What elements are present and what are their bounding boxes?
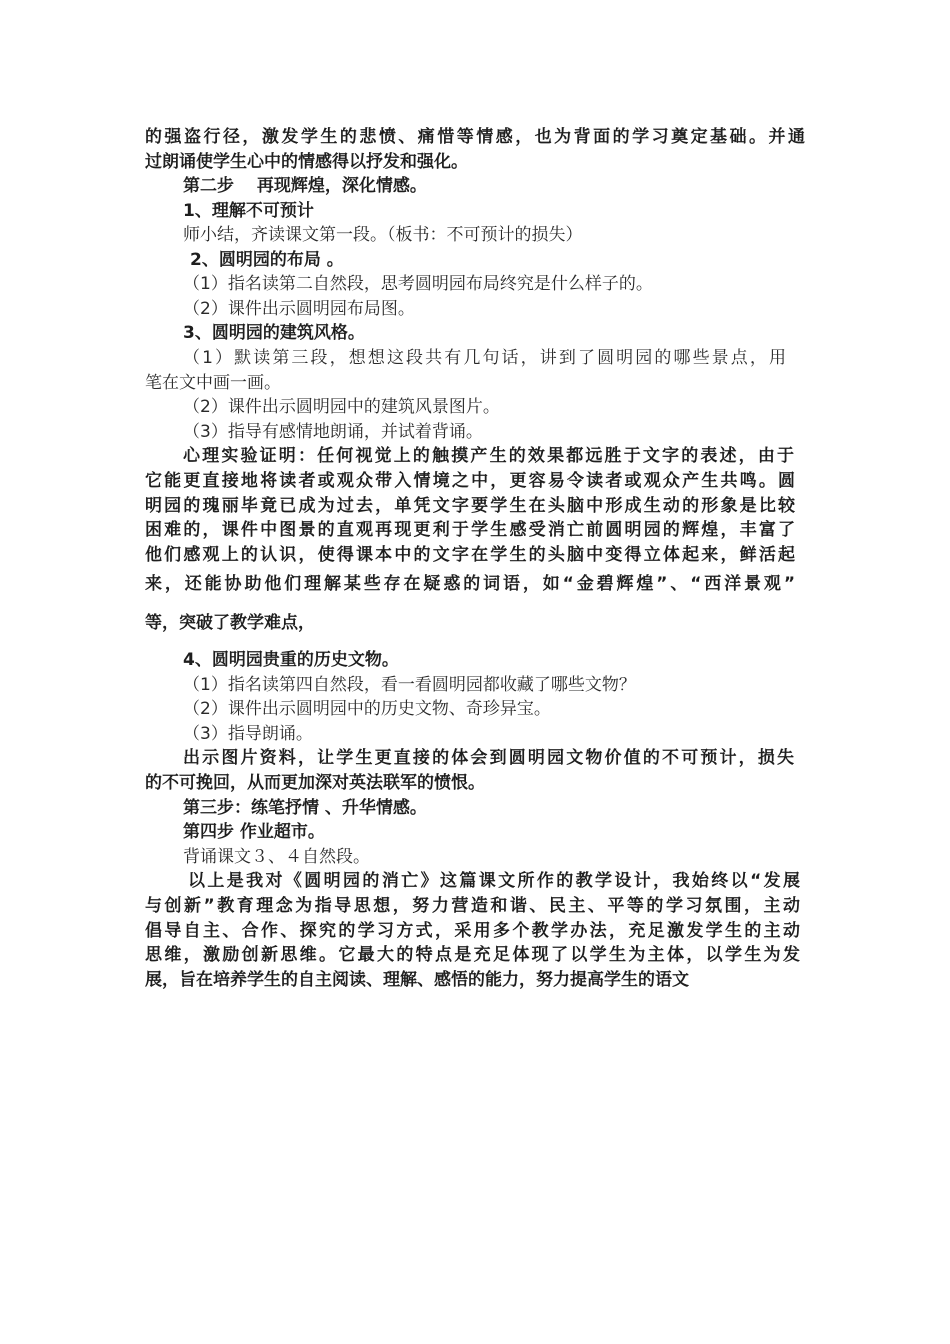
text-line: 困难的，课件中图景的直观再现更利于学生感受消亡前圆明园的辉煌，丰富了 [145,520,795,540]
text-line: 出示图片资料，让学生更直接的体会到圆明园文物价值的不可预计，损失 [183,748,794,768]
text-line: 来，还能协助他们理解某些存在疑惑的词语，如“金碧辉煌”、“西洋景观” [145,574,795,594]
text-line: 明园的瑰丽毕竟已成为过去，单凭文字要学生在头脑中形成生动的形象是比较 [145,496,795,516]
section-heading: 3、圆明园的建筑风格。 [183,323,365,343]
text-line: 以上是我对《圆明园的消亡》这篇课文所作的教学设计，我始终以“发展 [188,871,800,891]
text-line: 倡导自主、合作、探究的学习方式，采用多个教学办法，充足激发学生的主动 [145,921,800,941]
text-line: 过朗诵使学生心中的情感得以抒发和强化。 [145,152,468,172]
text-line: （1）指名读第二自然段，思考圆明园布局终究是什么样子的。 [183,274,653,294]
text-line: 等，突破了教学难点， [145,613,315,633]
text-line: 与创新”教育理念为指导思想，努力营造和谐、民主、平等的学习氛围，主动 [145,896,800,916]
text-line: 师小结，齐读课文第一段。（板书：不可预计的损失） [183,225,583,245]
text-line: 的强盗行径，激发学生的悲愤、痛惜等情感，也为背面的学习奠定基础。并通 [145,127,805,147]
text-line: 心理实验证明：任何视觉上的触摸产生的效果都远胜于文字的表述，由于 [183,446,794,466]
text-line: 它能更直接地将读者或观众带入情境之中，更容易令读者或观众产生共鸣。圆 [145,471,795,491]
text-line: （2）课件出示圆明园中的建筑风景图片。 [183,397,500,417]
step-heading: 第三步：练笔抒情 、升华情感。 [183,798,427,818]
text-line: 展，旨在培养学生的自主阅读、理解、感悟的能力，努力提高学生的语文 [145,970,689,990]
section-heading: 2、圆明园的布局 。 [190,250,344,270]
text-line: （3）指导有感情地朗诵，并试着背诵。 [183,422,483,442]
text-line: 思维，激励创新思维。它最大的特点是充足体现了以学生为主体，以学生为发 [145,945,800,965]
step-heading: 第四步 作业超市。 [183,822,325,842]
text-line: 背诵课文３、４自然段。 [183,847,370,867]
section-heading: 4、圆明园贵重的历史文物。 [183,650,399,670]
text-line: （1）默读第三段，想想这段共有几句话，讲到了圆明园的哪些景点，用 [183,348,786,368]
text-line: （1）指名读第四自然段，看一看圆明园都收藏了哪些文物？ [183,675,636,695]
text-line: （2）课件出示圆明园中的历史文物、奇珍异宝。 [183,699,551,719]
text-line: 笔在文中画一画。 [145,373,281,393]
step-heading: 第二步 再现辉煌，深化情感。 [183,176,427,196]
text-line: （3）指导朗诵。 [183,724,313,744]
text-line: （2）课件出示圆明园布局图。 [183,299,415,319]
text-line: 的不可挽回，从而更加深对英法联军的愤恨。 [145,773,485,793]
section-heading: 1、理解不可预计 [183,201,314,221]
text-line: 他们感观上的认识，使得课本中的文字在学生的头脑中变得立体起来，鲜活起 [145,545,795,565]
